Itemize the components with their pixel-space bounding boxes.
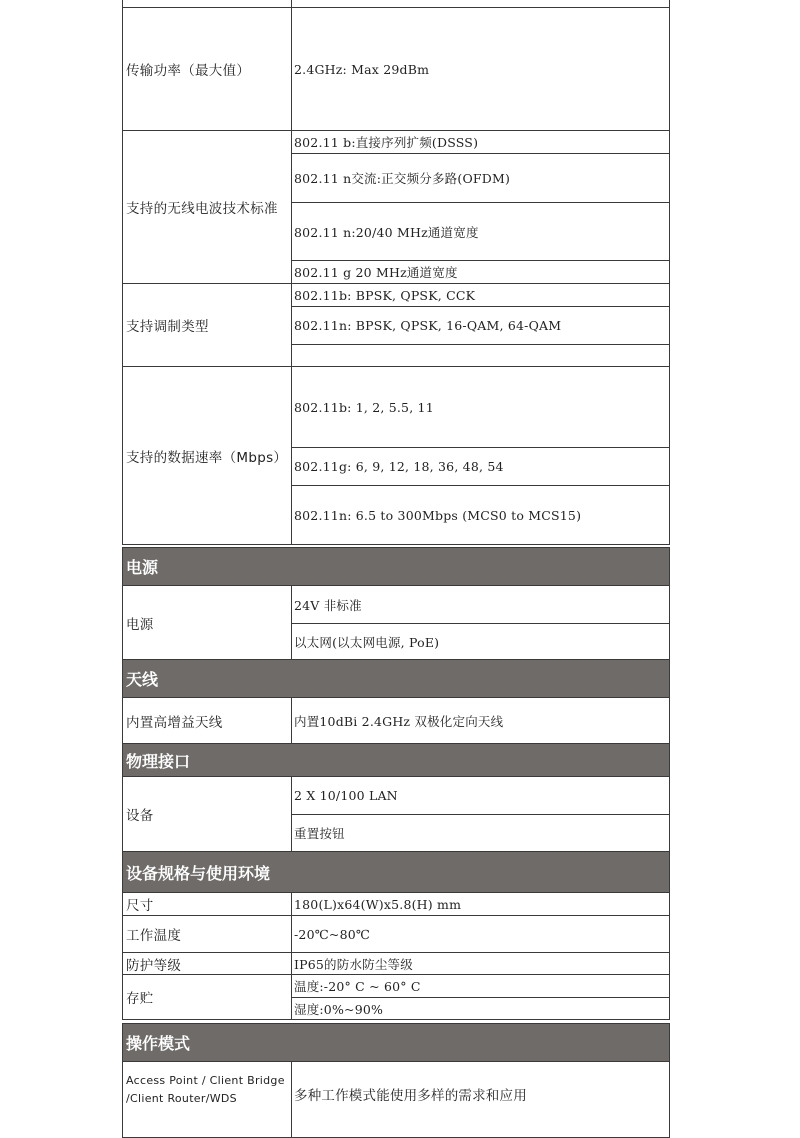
section-header-environment: 设备规格与使用环境 (122, 851, 670, 893)
section-header-antenna: 天线 (122, 659, 670, 698)
storage-label: 存贮 (122, 974, 292, 1020)
power-value: 24V 非标准 (291, 585, 670, 624)
power-value: 以太网(以太网电源, PoE) (291, 623, 670, 660)
protection-label: 防护等级 (122, 952, 292, 975)
standards-value: 802.11 b:直接序列扩频(DSSS) (291, 130, 670, 154)
modulation-value (291, 344, 670, 367)
device-label: 设备 (122, 776, 292, 852)
antenna-value: 内置10dBi 2.4GHz 双极化定向天线 (291, 697, 670, 744)
protection-value: IP65的防水防尘等级 (291, 952, 670, 975)
standards-value: 802.11 n:20/40 MHz通道宽度 (291, 202, 670, 261)
data-rate-label: 支持的数据速率（Mbps） (122, 366, 292, 545)
section-header-modes: 操作模式 (122, 1023, 670, 1062)
op-temp-label: 工作温度 (122, 915, 292, 953)
section-header-power: 电源 (122, 547, 670, 586)
size-value: 180(L)x64(W)x5.8(H) mm (291, 892, 670, 916)
power-label: 电源 (122, 585, 292, 660)
standards-value: 802.11 g 20 MHz通道宽度 (291, 260, 670, 284)
modes-label-line: /Client Router/WDS (126, 1092, 237, 1105)
standards-value: 802.11 n交流:正交频分多路(OFDM) (291, 153, 670, 203)
modes-label-line: Access Point / Client Bridge (126, 1074, 285, 1087)
storage-value: 温度:-20° C ~ 60° C (291, 974, 670, 998)
modulation-label: 支持调制类型 (122, 283, 292, 367)
standards-label: 支持的无线电波技术标准 (122, 130, 292, 284)
size-label: 尺寸 (122, 892, 292, 916)
section-header-physical: 物理接口 (122, 743, 670, 777)
op-temp-value: -20℃~80℃ (291, 915, 670, 953)
device-value: 2 X 10/100 LAN (291, 776, 670, 815)
data-rate-value: 802.11n: 6.5 to 300Mbps (MCS0 to MCS15) (291, 485, 670, 545)
modes-label (122, 1061, 292, 1138)
modes-value: 多种工作模式能使用多样的需求和应用 (291, 1061, 670, 1138)
device-value: 重置按钮 (291, 814, 670, 852)
modulation-value: 802.11b: BPSK, QPSK, CCK (291, 283, 670, 307)
data-rate-value: 802.11b: 1, 2, 5.5, 11 (291, 366, 670, 448)
spec-table (122, 0, 670, 1138)
storage-value: 湿度:0%~90% (291, 997, 670, 1020)
modulation-value: 802.11n: BPSK, QPSK, 16-QAM, 64-QAM (291, 306, 670, 345)
tx-power-label: 传输功率（最大值） (122, 7, 292, 131)
tx-power-value: 2.4GHz: Max 29dBm (291, 7, 670, 131)
data-rate-value: 802.11g: 6, 9, 12, 18, 36, 48, 54 (291, 447, 670, 486)
antenna-label: 内置高增益天线 (122, 697, 292, 744)
